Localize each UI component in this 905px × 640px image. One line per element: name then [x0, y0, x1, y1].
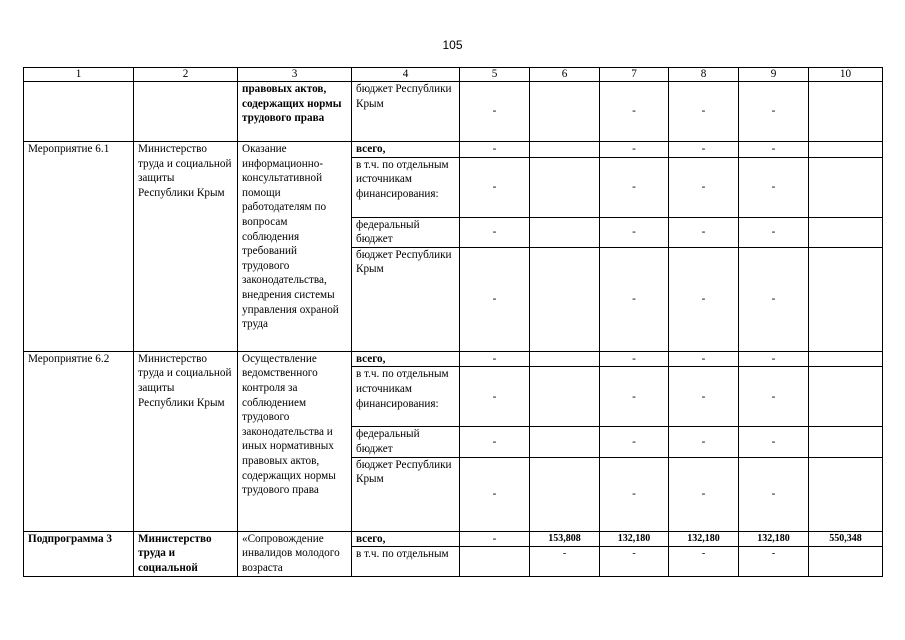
value-cell: [809, 351, 883, 367]
value-cell: -: [669, 157, 739, 217]
value-cell: -: [460, 157, 530, 217]
value-cell: -: [739, 247, 809, 351]
funding-source-federal: федеральный бюджет: [352, 427, 460, 457]
measure-executor: Министерство труда и социальной защиты Республики Крым: [134, 142, 238, 352]
col-num-1: 1: [24, 68, 134, 82]
value-cell: 132,180: [600, 531, 669, 547]
value-cell: 550,348: [809, 531, 883, 547]
value-cell: [809, 427, 883, 457]
value-cell: [460, 547, 530, 577]
value-cell: [530, 457, 600, 531]
value-cell: -: [739, 457, 809, 531]
value-cell: -: [600, 547, 669, 577]
value-cell: 153,808: [530, 531, 600, 547]
value-cell: [809, 367, 883, 427]
table-row: [24, 531, 883, 547]
measure-code: Мероприятие 6.1: [24, 142, 134, 352]
value-cell: [809, 157, 883, 217]
value-cell: [530, 157, 600, 217]
table-row: [24, 82, 883, 142]
funding-source-incl: в т.ч. по отдельным источникам финансирования:: [352, 157, 460, 217]
funding-source: бюджет Республики Крым: [352, 82, 460, 142]
measure-name: Осуществление ведомственного контроля за соблюдением трудового законодательства и иных нормативных правовых актов, содержащих нормы трудового права: [238, 351, 352, 531]
value-cell: [809, 547, 883, 577]
value-cell: -: [600, 351, 669, 367]
col-num-10: 10: [809, 68, 883, 82]
value-cell: -: [739, 367, 809, 427]
subprogram-name: «Сопровождение инвалидов молодого возраста: [238, 531, 352, 577]
value-cell: [530, 427, 600, 457]
col-num-2: 2: [134, 68, 238, 82]
value-cell: -: [530, 547, 600, 577]
value-cell: -: [460, 82, 530, 142]
subprogram-executor: Министерство труда и социальной: [134, 531, 238, 577]
value-cell: -: [600, 157, 669, 217]
value-cell: -: [669, 427, 739, 457]
value-cell: [530, 247, 600, 351]
value-cell: -: [669, 142, 739, 158]
funding-source-total: всего,: [352, 351, 460, 367]
value-cell: 132,180: [739, 531, 809, 547]
value-cell: -: [669, 247, 739, 351]
cell-empty: [134, 82, 238, 142]
value-cell: -: [669, 367, 739, 427]
col-num-4: 4: [352, 68, 460, 82]
value-cell: [809, 457, 883, 531]
col-num-8: 8: [669, 68, 739, 82]
value-cell: -: [739, 547, 809, 577]
col-num-3: 3: [238, 68, 352, 82]
value-cell: -: [669, 82, 739, 142]
funding-source-incl: в т.ч. по отдельным источникам финансирования:: [352, 367, 460, 427]
measure-name: правовых актов, содержащих нормы трудового права: [238, 82, 352, 142]
value-cell: -: [739, 142, 809, 158]
value-cell: [530, 82, 600, 142]
table-row: [24, 351, 883, 367]
value-cell: -: [460, 367, 530, 427]
funding-source-total: всего,: [352, 142, 460, 158]
measure-executor: Министерство труда и социальной защиты Республики Крым: [134, 351, 238, 531]
subprogram-code: Подпрограмма 3: [24, 531, 134, 577]
value-cell: -: [739, 427, 809, 457]
col-num-6: 6: [530, 68, 600, 82]
funding-source-federal: федеральный бюджет: [352, 217, 460, 247]
funding-source-regional: бюджет Республики Крым: [352, 247, 460, 351]
value-cell: -: [600, 367, 669, 427]
value-cell: [809, 82, 883, 142]
col-num-5: 5: [460, 68, 530, 82]
value-cell: [530, 351, 600, 367]
column-number-row: [24, 68, 883, 82]
table-row: [24, 142, 883, 158]
value-cell: -: [460, 247, 530, 351]
value-cell: -: [460, 427, 530, 457]
value-cell: -: [739, 351, 809, 367]
value-cell: -: [739, 82, 809, 142]
value-cell: -: [600, 217, 669, 247]
value-cell: -: [600, 427, 669, 457]
value-cell: 132,180: [669, 531, 739, 547]
value-cell: -: [600, 457, 669, 531]
value-cell: [530, 367, 600, 427]
value-cell: -: [460, 531, 530, 547]
value-cell: [809, 142, 883, 158]
value-cell: -: [669, 217, 739, 247]
page-number: 105: [442, 38, 463, 52]
value-cell: -: [739, 157, 809, 217]
budget-table: [23, 67, 883, 577]
value-cell: [809, 217, 883, 247]
measure-code: Мероприятие 6.2: [24, 351, 134, 531]
measure-name: Оказание информационно-консультативной помощи работодателям по вопросам соблюдения требований трудового законодательства, внедрения системы управления охраной труда: [238, 142, 352, 352]
value-cell: -: [460, 142, 530, 158]
col-num-9: 9: [739, 68, 809, 82]
col-num-7: 7: [600, 68, 669, 82]
funding-source-incl: в т.ч. по отдельным: [352, 547, 460, 577]
value-cell: -: [460, 217, 530, 247]
value-cell: -: [460, 457, 530, 531]
value-cell: -: [600, 247, 669, 351]
value-cell: -: [600, 142, 669, 158]
value-cell: -: [669, 547, 739, 577]
cell-empty: [24, 82, 134, 142]
value-cell: [809, 247, 883, 351]
value-cell: -: [669, 351, 739, 367]
value-cell: -: [460, 351, 530, 367]
value-cell: [530, 217, 600, 247]
value-cell: [530, 142, 600, 158]
value-cell: -: [600, 82, 669, 142]
value-cell: -: [669, 457, 739, 531]
funding-source-total: всего,: [352, 531, 460, 547]
value-cell: -: [739, 217, 809, 247]
funding-source-regional: бюджет Республики Крым: [352, 457, 460, 531]
